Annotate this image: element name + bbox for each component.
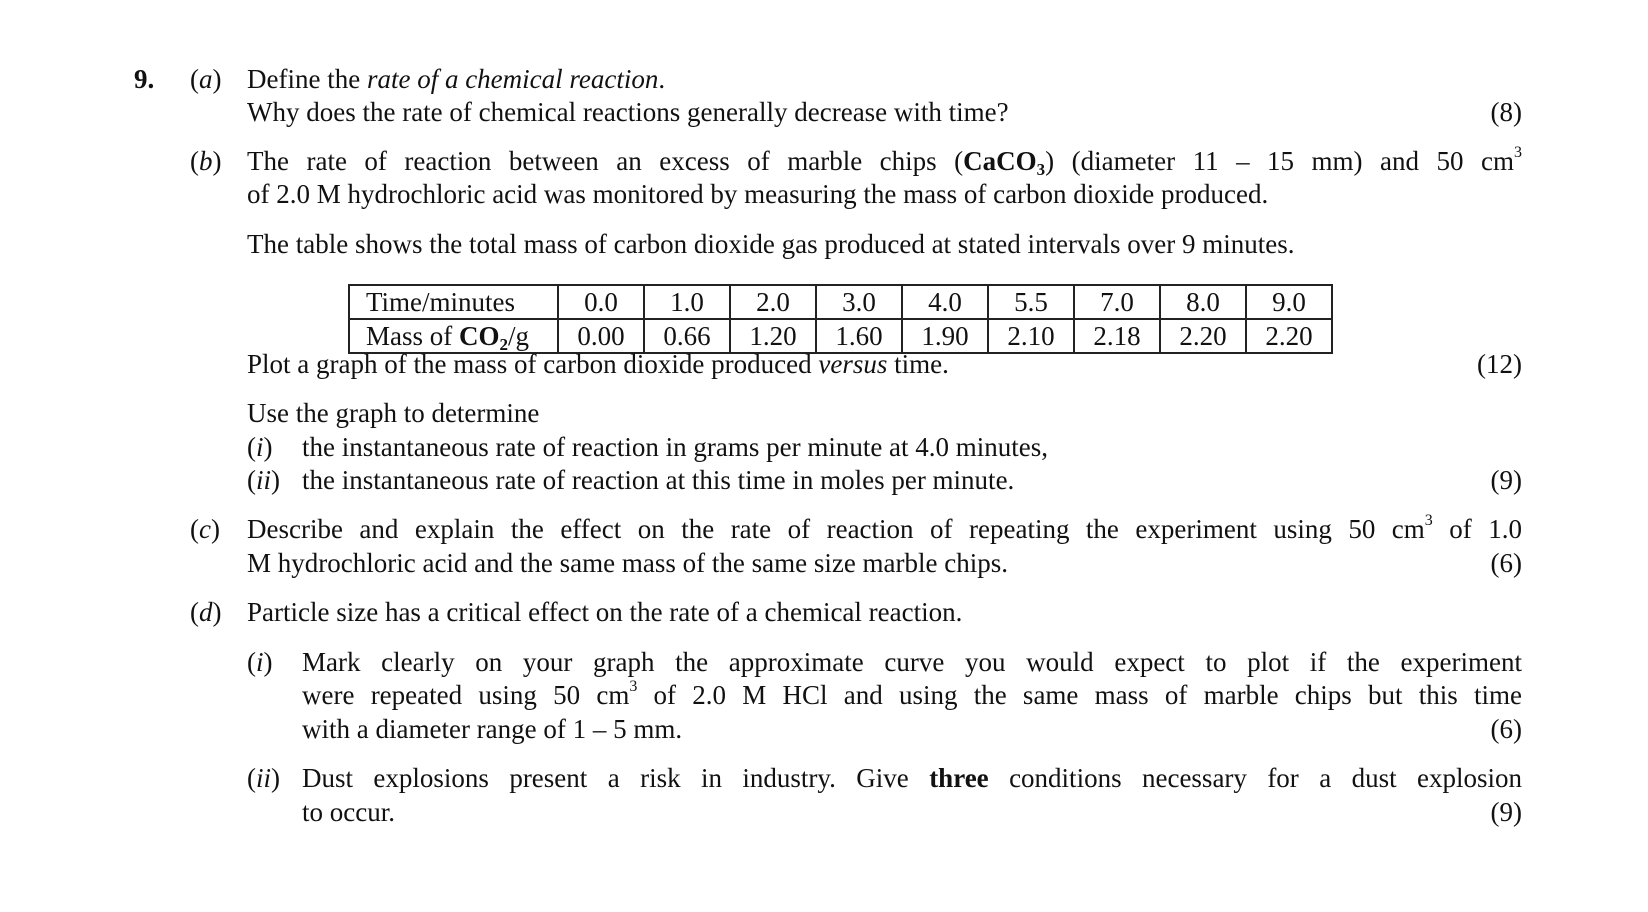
plot-instruction: Plot a graph of the mass of carbon dioxide produced versus time. [247, 349, 949, 379]
part-d-ii-marks: (9) [1490, 797, 1522, 827]
part-d-label: (d) [190, 597, 222, 627]
part-b-sub-ii-text: the instantaneous rate of reaction at this time in moles per minute. [302, 465, 1015, 495]
table-cell: 2.18 [1074, 319, 1160, 353]
part-d-i-marks: (6) [1490, 714, 1522, 744]
part-d-i-line-1: Mark clearly on your graph the approximate curve you would expect to plot if the experiment [302, 647, 1522, 677]
table-cell: 1.60 [816, 319, 902, 353]
part-c-marks: (6) [1490, 548, 1522, 578]
table-cell: 3.0 [816, 285, 902, 319]
part-d-i-line-2: were repeated using 50 $cm^3$ of 2.0 M HCl and using the same mass of marble chips but this time [302, 678, 1522, 710]
table-cell: 0.00 [558, 319, 644, 353]
table-row-time [349, 285, 1332, 319]
table-intro: The table shows the total mass of carbon dioxide gas produced at stated intervals over 9 minutes. [247, 229, 1295, 259]
part-a-marks: (8) [1490, 97, 1522, 127]
table-cell: 2.10 [988, 319, 1074, 353]
part-a-label: (a) [190, 64, 222, 94]
table-header-time: Time/minutes [349, 285, 558, 319]
part-d-i-label: (i) [247, 647, 273, 677]
part-b-sub-i-label: (i) [247, 432, 273, 462]
table-cell: 1.0 [644, 285, 730, 319]
table-cell: 1.90 [902, 319, 988, 353]
part-c-line-2: M hydrochloric acid and the same mass of the same size marble chips. [247, 548, 1009, 578]
part-a-line-1: Define the rate of a chemical reaction. [247, 64, 666, 94]
table-cell: 4.0 [902, 285, 988, 319]
table-cell: 0.66 [644, 319, 730, 353]
question-number: 9. [134, 64, 155, 94]
co2-data-table [348, 284, 1333, 354]
table-cell: 9.0 [1246, 285, 1332, 319]
use-graph-text: Use the graph to determine [247, 398, 540, 428]
part-b-label: (b) [190, 146, 222, 176]
table-cell: 8.0 [1160, 285, 1246, 319]
table-cell: 0.0 [558, 285, 644, 319]
part-b-sub-marks: (9) [1490, 465, 1522, 495]
part-a-line-2: Why does the rate of chemical reactions generally decrease with time? [247, 97, 1009, 127]
part-d-ii-label: (ii) [247, 763, 281, 793]
part-b-line-2: of 2.0 M hydrochloric acid was monitored by measuring the mass of carbon dioxide produced. [247, 179, 1269, 209]
table-cell: 1.20 [730, 319, 816, 353]
part-c-label: (c) [190, 514, 220, 544]
table-cell: 2.20 [1160, 319, 1246, 353]
part-d-ii-line-1: Dust explosions present a risk in industry. Give three conditions necessary for a dust explosion [302, 763, 1523, 793]
table-cell: 2.20 [1246, 319, 1332, 353]
table-row-mass [349, 319, 1332, 353]
part-b-line-1: The rate of reaction between an excess of marble chips (CaCO$_3$) (diameter 11 – 15 mm) and 50 $cm^3$ [247, 144, 1522, 179]
table-cell: 2.0 [730, 285, 816, 319]
plot-marks: (12) [1477, 349, 1522, 379]
table-cell: 5.5 [988, 285, 1074, 319]
part-d-i-line-3: with a diameter range of 1 – 5 mm. [302, 714, 683, 744]
table-header-mass: Mass of $CO_2/g$ [349, 319, 558, 353]
part-d-ii-line-2: to occur. [302, 797, 395, 827]
part-d-intro: Particle size has a critical effect on the rate of a chemical reaction. [247, 597, 963, 627]
part-c-line-1: Describe and explain the effect on the rate of reaction of repeating the experiment using 50 $cm^3$ of 1.0 [247, 512, 1522, 544]
table-cell: 7.0 [1074, 285, 1160, 319]
part-b-sub-ii-label: (ii) [247, 465, 281, 495]
part-b-sub-i-text: the instantaneous rate of reaction in grams per minute at 4.0 minutes, [302, 432, 1049, 462]
